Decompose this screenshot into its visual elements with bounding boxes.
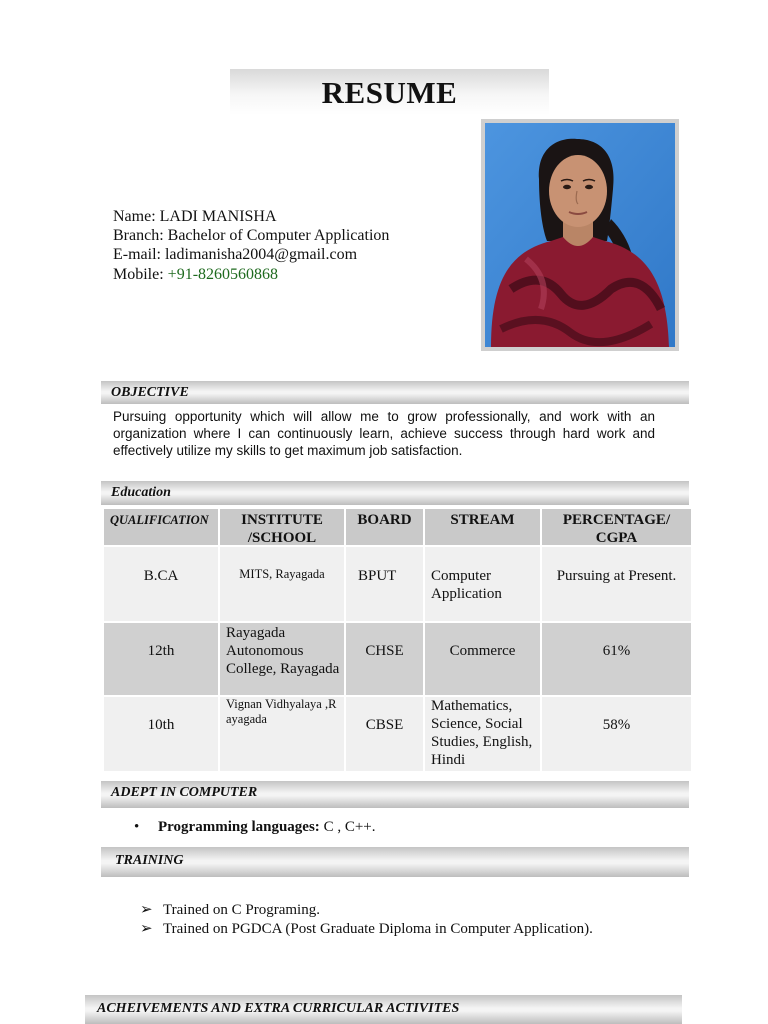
table-cell: Commerce [425,623,540,695]
computer-header-bar [101,781,689,808]
table-cell: CBSE [346,697,423,771]
table-header-qualification: QUALIFICATION [104,509,218,545]
table-cell: Mathematics, Science, Social Studies, English, Hindi [425,697,540,771]
computer-heading: ADEPT IN COMPUTER [111,785,258,800]
table-cell: B.CA [104,547,218,621]
objective-heading: OBJECTIVE [111,385,189,400]
training-item-text: Trained on C Programing. [163,902,320,918]
training-item-text: Trained on PGDCA (Post Graduate Diploma in Computer Application). [163,921,593,937]
objective-text: Pursuing opportunity which will allow me to grow professionally, and work with an organization where I can continuously learn, achieve success through hard work and effectively utilize my skills to get maximum job satisfaction. [113,409,655,458]
table-header-board: BOARD [346,509,423,545]
table-cell: MITS, Rayagada [220,547,344,621]
programming-label: Programming languages: [158,819,320,835]
training-header-bar [101,847,689,877]
table-cell: Pursuing at Present. [542,547,691,621]
bullet-icon: • [134,819,140,835]
mobile-label: Mobile: [113,266,164,283]
branch-label: Branch: [113,227,164,244]
name-label: Name: [113,208,156,225]
email-value[interactable]: ladimanisha2004@gmail.com [164,246,358,263]
training-heading: TRAINING [115,853,184,868]
table-cell: 58% [542,697,691,771]
mobile-value[interactable]: +91-8260560868 [167,266,279,283]
education-table [104,509,691,771]
objective-header-bar [101,381,689,404]
programming-value: C , C++. [319,819,376,835]
table-cell: BPUT [346,547,423,621]
profile-photo-image [481,119,679,351]
table-cell: CHSE [346,623,423,695]
branch-line [113,226,389,246]
achievements-heading: ACHEIVEMENTS AND EXTRA CURRICULAR ACTIVITES [97,1001,460,1016]
education-heading: Education [111,485,171,500]
training-item [140,900,320,919]
mobile-line [113,265,278,285]
table-header-institute: INSTITUTE /SCHOOL [220,509,344,545]
education-header-bar [101,481,689,505]
arrow-bullet-icon: ➢ [140,902,153,918]
arrow-bullet-icon: ➢ [140,921,153,937]
resume-title: RESUME [321,75,458,110]
table-cell: Rayagada Autonomous College, Rayagada [220,623,344,695]
email-label: E-mail: [113,246,161,263]
name-line [113,207,277,227]
table-cell: Vignan Vidhyalaya ,Rayagada [220,697,344,771]
table-cell: 10th [104,697,218,771]
table-cell: Computer Application [425,547,540,621]
table-header-percentage: PERCENTAGE/ CGPA [542,509,691,545]
branch-value: Bachelor of Computer Application [167,227,390,244]
resume-title-box [230,69,549,115]
table-cell: 61% [542,623,691,695]
programming-list-item [134,819,376,836]
achievements-header-bar [85,995,682,1024]
email-line [113,245,357,265]
name-value: LADI MANISHA [159,208,277,225]
training-item [140,919,593,938]
table-header-stream: STREAM [425,509,540,545]
profile-photo [481,119,679,351]
table-cell: 12th [104,623,218,695]
